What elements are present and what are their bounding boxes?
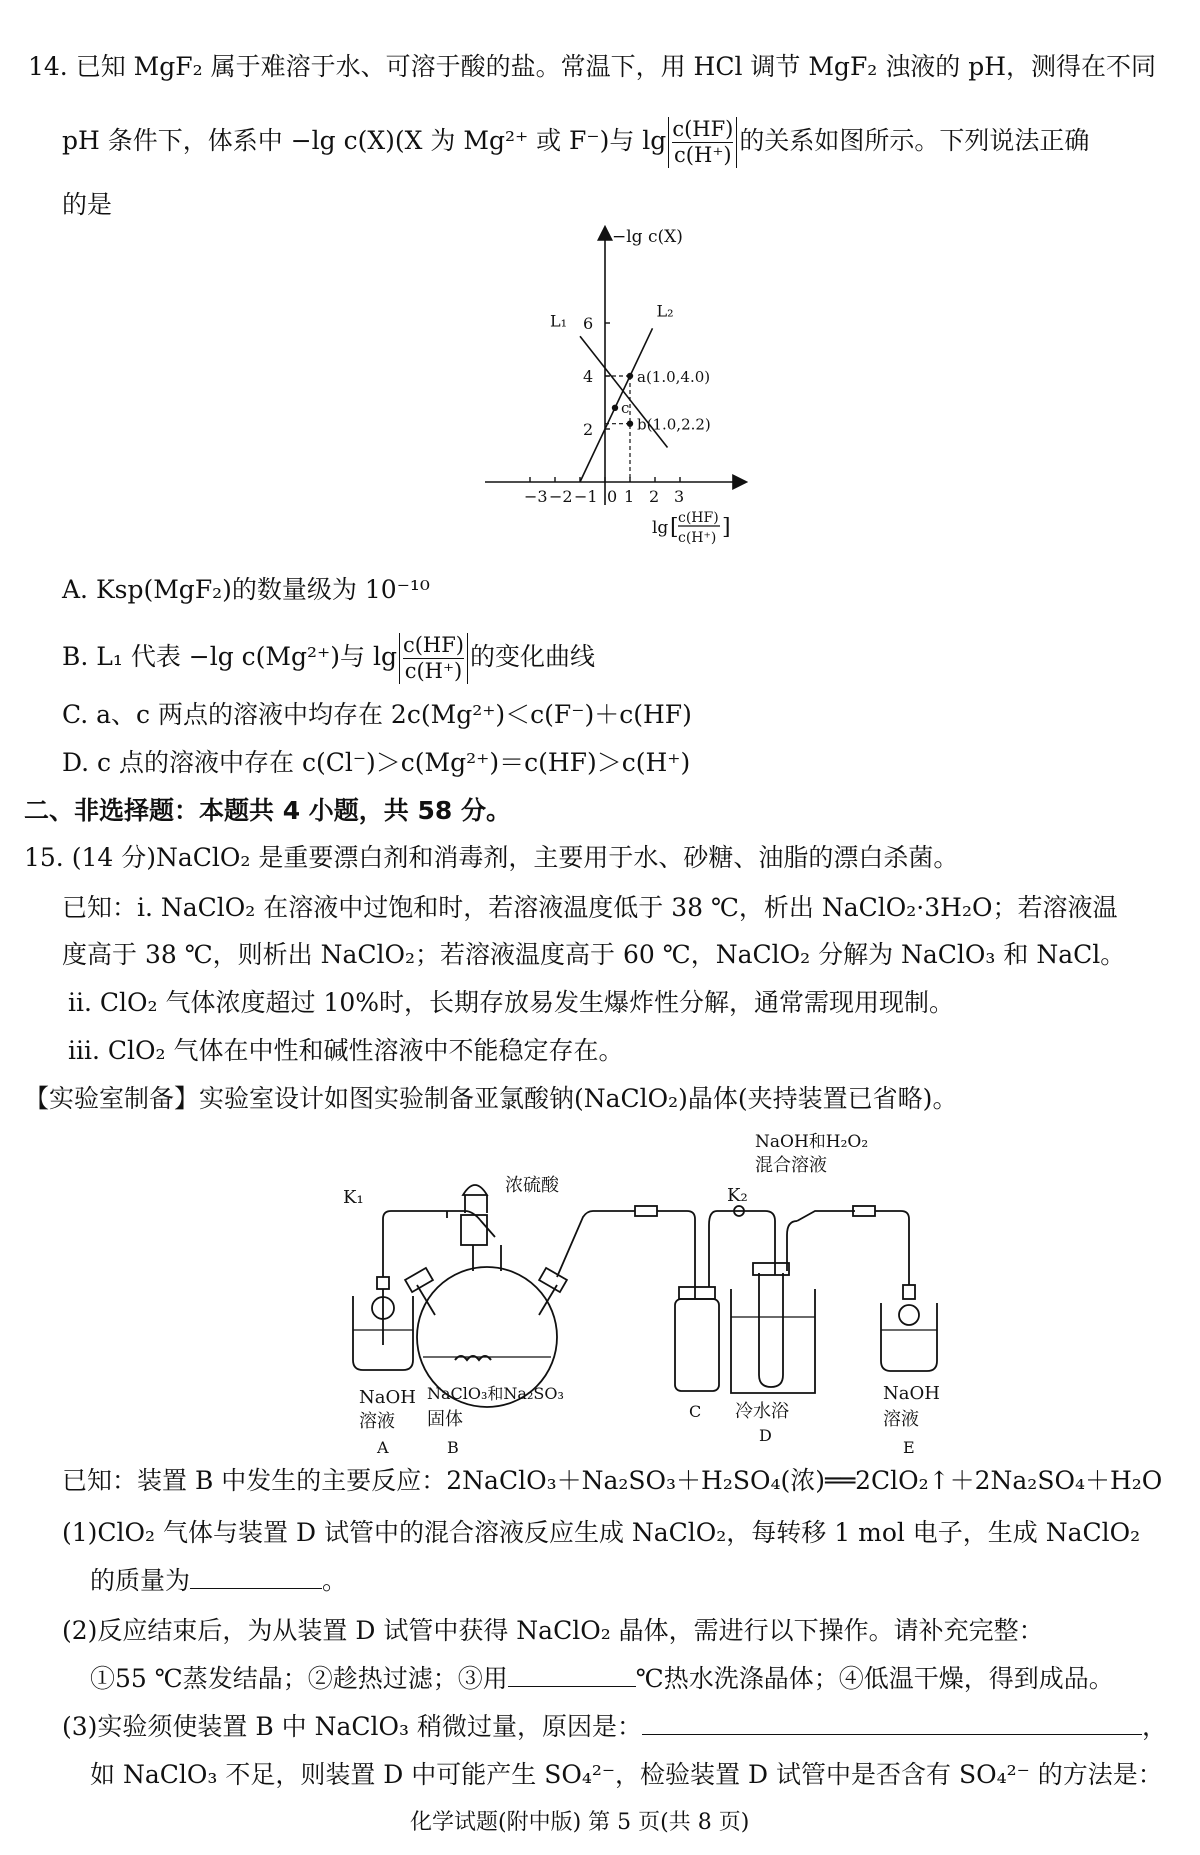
k1-label: K₁ xyxy=(343,1187,364,1208)
series xyxy=(550,301,674,482)
data-point xyxy=(612,405,618,411)
q14-line1: 14. 已知 MgF₂ 属于难溶于水、可溶于酸的盐。常温下，用 HCl 调节 MgF₂ 浊液的 pH，测得在不同 xyxy=(28,52,1157,81)
q15-sub2-answer-blank[interactable] xyxy=(508,1664,636,1687)
apparatus-c xyxy=(675,1211,725,1391)
page-footer: 化学试题(附中版) 第 5 页(共 8 页) xyxy=(410,1810,750,1835)
q15-known-1b: 度高于 38 ℃，则析出 NaClO₂；若溶液温度高于 60 ℃，NaClO₂ 分解为 NaClO₃ 和 NaCl。 xyxy=(62,940,1126,969)
b-letter: B xyxy=(447,1438,459,1455)
q15-sub2-post: ℃热水洗涤晶体；④低温干燥，得到成品。 xyxy=(635,1664,1114,1693)
tube-d-e xyxy=(797,1211,909,1285)
x-axis-label-num: c(HF) xyxy=(678,510,719,526)
x-tick-label: −2 xyxy=(549,487,573,506)
q14-graph xyxy=(480,220,800,550)
b-label-1: NaClO₃和Na₂SO₃ xyxy=(427,1384,564,1403)
q15-known-2: ⅱ. ClO₂ 气体浓度超过 10%时，长期存放易发生爆炸性分解，通常需现用现制。 xyxy=(68,988,954,1017)
q15-sub2-pre: ①55 ℃蒸发结晶；②趁热过滤；③用 xyxy=(90,1664,508,1693)
q14-line2 xyxy=(62,117,1089,168)
y-axis-label: −lg c(X) xyxy=(612,227,683,247)
point-label: c xyxy=(621,398,630,417)
q15-known-3: ⅲ. ClO₂ 气体在中性和碱性溶液中不能稳定存在。 xyxy=(68,1036,624,1065)
x-tick-label: 1 xyxy=(624,487,635,506)
y-tick-label: 2 xyxy=(583,420,594,439)
x-axis-label-bracket-open: [ xyxy=(670,515,679,540)
q14-fraction xyxy=(668,117,737,168)
q14-option-c: C. a、c 两点的溶液中均存在 2c(Mg²⁺)＜c(F⁻)＋c(HF) xyxy=(62,700,692,729)
x-tick-label: 2 xyxy=(649,487,660,506)
x-axis-label-den: c(H⁺) xyxy=(678,530,717,546)
e-label-2: 溶液 xyxy=(883,1409,919,1430)
q14-option-b-num: c(HF) xyxy=(403,633,464,659)
apparatus-d xyxy=(731,1221,815,1393)
q15-sub2-line2 xyxy=(90,1664,1114,1694)
x-tick-label: 0 xyxy=(607,487,618,506)
q15-sub2-line1: (2)反应结束后，为从装置 D 试管中获得 NaClO₂ 晶体，需进行以下操作。请补充完整： xyxy=(62,1616,1044,1645)
apparatus-e xyxy=(881,1285,937,1371)
connector-b-c xyxy=(635,1206,657,1216)
q14-option-a: A. Ksp(MgF₂)的数量级为 10⁻¹⁰ xyxy=(62,575,430,604)
section-heading: 二、非选择题：本题共 4 小题，共 58 分。 xyxy=(24,796,512,825)
d-letter: D xyxy=(759,1426,772,1445)
point-label: a(1.0,4.0) xyxy=(637,368,711,386)
q14-frac-num: c(HF) xyxy=(672,117,733,143)
q15-sub3-line1 xyxy=(62,1712,1167,1742)
q15-sub3-post: ， xyxy=(1142,1712,1168,1741)
y-tick-label: 6 xyxy=(583,314,594,333)
connector-d-e xyxy=(853,1206,875,1216)
q14-option-b-pre: B. L₁ 代表 −lg c(Mg²⁺)与 lg xyxy=(62,642,397,672)
q15-sub1-answer-blank[interactable] xyxy=(190,1566,322,1589)
data-point xyxy=(627,421,633,427)
tube-b-c xyxy=(557,1211,695,1299)
q14-frac-den: c(H⁺) xyxy=(674,143,732,168)
q14-line3: 的是 xyxy=(62,190,113,219)
x-axis-label-lg: lg xyxy=(652,518,669,538)
q15-sub3-line2: 如 NaClO₃ 不足，则装置 D 中可能产生 SO₄²⁻，检验装置 D 试管中是否含有 SO₄²⁻ 的方法是： xyxy=(90,1760,1163,1789)
q15-sub1-post: 。 xyxy=(322,1566,348,1595)
apparatus-b xyxy=(405,1185,567,1407)
series-label: L₂ xyxy=(656,301,674,321)
q15-sub1-line2 xyxy=(90,1566,347,1596)
q15-reaction: 已知：装置 B 中发生的主要反应：2NaClO₃＋Na₂SO₃＋H₂SO₄(浓)══2ClO₂↑＋2Na₂SO₄＋H₂O xyxy=(62,1466,1163,1495)
q15-lab-prep: 【实验室制备】实验室设计如图实验制备亚氯酸钠(NaClO₂)晶体(夹持装置已省略)。 xyxy=(24,1084,958,1113)
q14-line2-a: pH 条件下，体系中 −lg c(X)(X 为 Mg²⁺ 或 F⁻)与 lg xyxy=(62,126,667,156)
point-label: b(1.0,2.2) xyxy=(637,415,711,434)
series-label: L₁ xyxy=(550,311,568,331)
x-tick-label: −3 xyxy=(524,487,548,506)
mix-label-2: 混合溶液 xyxy=(755,1155,827,1176)
data-point xyxy=(627,373,633,379)
b-label-2: 固体 xyxy=(427,1409,463,1430)
q15-sub1-line1: (1)ClO₂ 气体与装置 D 试管中的混合溶液反应生成 NaClO₂，每转移 1 mol 电子，生成 NaClO₂ xyxy=(62,1518,1141,1547)
funnel-label: 浓硫酸 xyxy=(505,1175,559,1196)
q15-intro: 15. (14 分)NaClO₂ 是重要漂白剂和消毒剂，主要用于水、砂糖、油脂的漂白杀菌。 xyxy=(24,843,959,872)
apparatus-a xyxy=(353,1277,413,1370)
c-letter: C xyxy=(689,1402,702,1421)
tube-c-d xyxy=(725,1211,775,1275)
d-label: 冷水浴 xyxy=(735,1401,789,1422)
q14-option-b-fraction xyxy=(399,633,468,684)
q15-sub3-pre: (3)实验须使装置 B 中 NaClO₃ 稍微过量，原因是： xyxy=(62,1712,642,1741)
a-letter: A xyxy=(377,1438,389,1455)
q15-sub1-pre: 的质量为 xyxy=(90,1566,191,1595)
q14-option-b-den: c(H⁺) xyxy=(404,659,463,684)
q14-option-b-post: 的变化曲线 xyxy=(469,642,595,672)
q14-option-d: D. c 点的溶液中存在 c(Cl⁻)＞c(Mg²⁺)＝c(HF)＞c(H⁺) xyxy=(62,748,691,777)
mix-label-1: NaOH和H₂O₂ xyxy=(755,1132,869,1152)
x-tick-label: −1 xyxy=(574,487,598,506)
y-tick-label: 4 xyxy=(583,367,594,386)
e-letter: E xyxy=(903,1438,915,1455)
a-label-2: 溶液 xyxy=(359,1411,395,1432)
q15-known-1: 已知：ⅰ. NaClO₂ 在溶液中过饱和时，若溶液温度低于 38 ℃，析出 NaClO₂·3H₂O；若溶液温 xyxy=(62,893,1118,922)
q14-line2-b: 的关系如图所示。下列说法正确 xyxy=(739,126,1090,156)
q15-sub3-answer-blank[interactable] xyxy=(642,1712,1142,1735)
k2-label: K₂ xyxy=(727,1185,748,1206)
apparatus-diagram xyxy=(335,1125,955,1455)
x-tick-label: 3 xyxy=(674,487,685,506)
q14-option-b xyxy=(62,633,595,684)
x-axis-label-bracket-close: ] xyxy=(722,515,731,540)
e-label-1: NaOH xyxy=(883,1383,940,1404)
a-label-1: NaOH xyxy=(359,1387,416,1408)
